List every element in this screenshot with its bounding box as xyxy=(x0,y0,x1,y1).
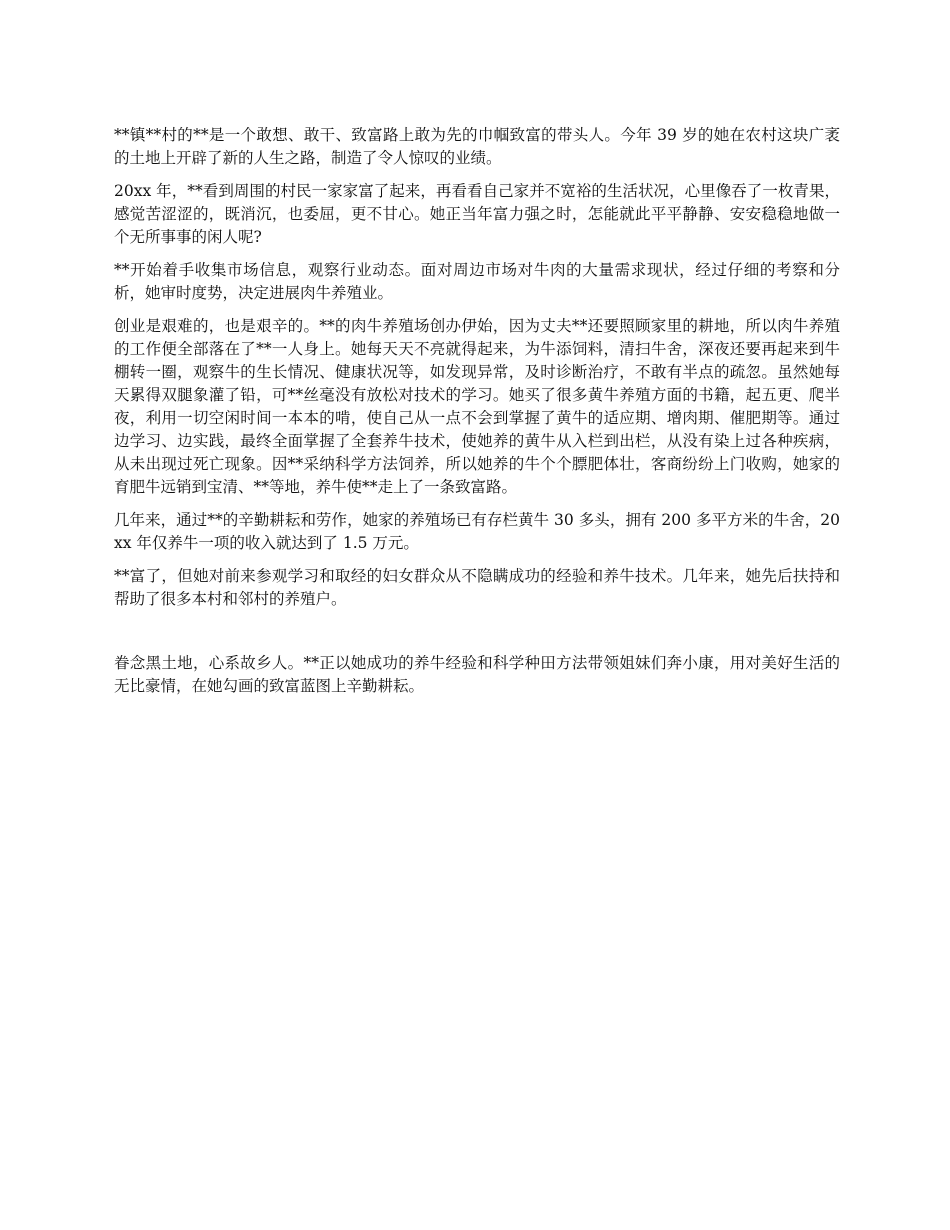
paragraph-conclusion: 眷念黑土地，心系故乡人。**正以她成功的养牛经验和科学种田方法带领姐妹们奔小康，用对美好生活的无比豪情，在她勾画的致富蓝图上辛勤耕耘。 xyxy=(114,654,840,695)
paragraph-motivation: 20xx 年，**看到周围的村民一家家富了起来，再看看自己家并不宽裕的生活状况，心里像吞了一枚青果，感觉苦涩涩的，既消沉，也委屈，更不甘心。她正当年富力强之时，怎能就此平平静静、安安稳稳地做一个无所事事的闲人呢? xyxy=(114,182,840,246)
paragraph-market-research: **开始着手收集市场信息，观察行业动态。面对周边市场对牛肉的大量需求现状，经过仔细的考察和分析，她审时度势，决定进展肉牛养殖业。 xyxy=(114,261,840,302)
paragraph-intro: **镇**村的**是一个敢想、敢干、致富路上敢为先的巾帼致富的带头人。今年 39 岁的她在农村这块广袤的土地上开辟了新的人生之路，制造了令人惊叹的业绩。 xyxy=(114,126,840,167)
paragraph-results: 几年来，通过**的辛勤耕耘和劳作，她家的养殖场已有存栏黄牛 30 多头，拥有 200 多平方米的牛舍，20xx 年仅养牛一项的收入就达到了 1.5 万元。 xyxy=(114,511,840,552)
blank-line xyxy=(114,621,840,652)
paragraph-hardship: 创业是艰难的，也是艰辛的。**的肉牛养殖场创办伊始，因为丈夫**还要照顾家里的耕地，所以肉牛养殖的工作便全部落在了**一人身上。她每天天不亮就得起来，为牛添饲料，清扫牛舍，深夜还要再起来到牛棚转一圈，观察牛的生长情况、健康状况等，如发现异常，及时诊断治疗，不敢有半点的疏忽。虽然她每天累得双腿象灌了铅，可**丝毫没有放松对技术的学习。她买了很多黄牛养殖方面的书籍，起五更、爬半夜，利用一切空闲时间一本本的啃，使自己从一点不会到掌握了黄牛的适应期、增肉期、催肥期等。通过边学习、边实践，最终全面掌握了全套养牛技术，使她养的黄牛从入栏到出栏，从没有染上过各种疾病，从未出现过死亡现象。因**采纳科学方法饲养，所以她养的牛个个膘肥体壮，客商纷纷上门收购，她家的育肥牛远销到宝清、**等地，养牛使**走上了一条致富路。 xyxy=(114,317,840,496)
document-body xyxy=(114,124,840,708)
paragraph-helping-others: **富了，但她对前来参观学习和取经的妇女群众从不隐瞒成功的经验和养牛技术。几年来，她先后扶持和帮助了很多本村和邻村的养殖户。 xyxy=(114,567,840,608)
